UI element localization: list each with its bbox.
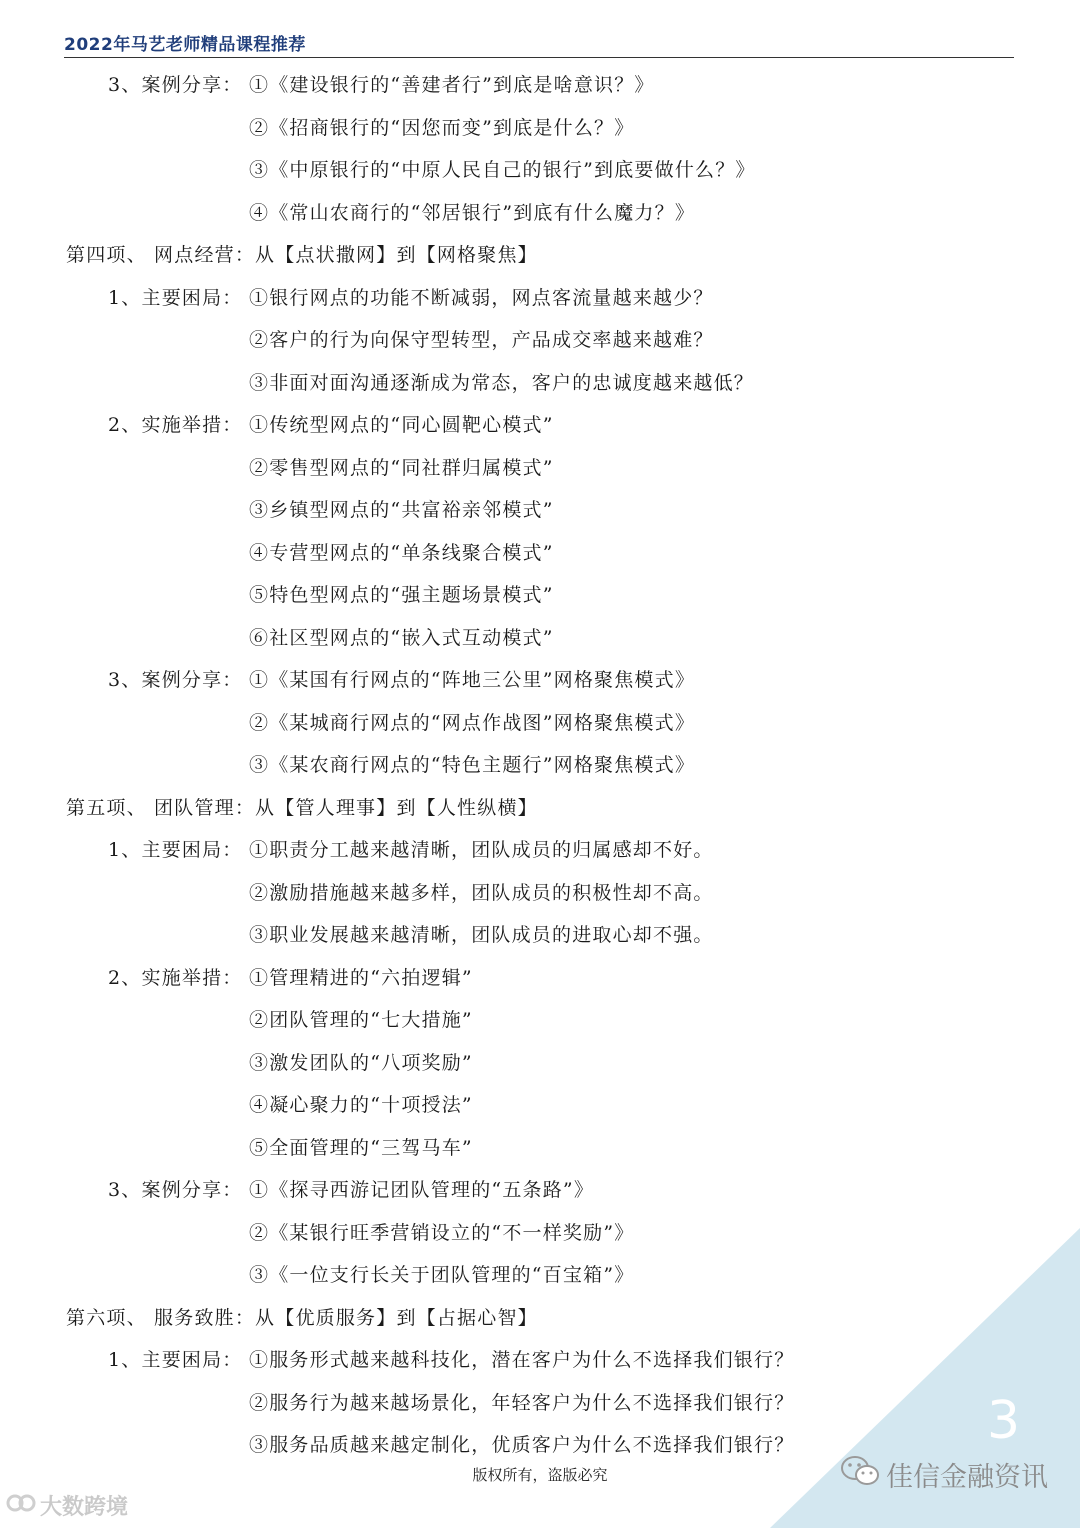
page-number: 3 bbox=[987, 1391, 1021, 1451]
outline-line bbox=[0, 149, 1080, 192]
outline-line bbox=[0, 617, 1080, 660]
item-text: ①银行网点的功能不断减弱，网点客流量越来越少？ bbox=[249, 286, 714, 309]
item-text: ④凝心聚力的“十项授法” bbox=[249, 1094, 473, 1116]
watermark-left bbox=[6, 1490, 128, 1521]
outline-line bbox=[0, 872, 1080, 915]
outline-line bbox=[0, 659, 1080, 702]
outline-line bbox=[0, 362, 1080, 405]
item-text: ④《常山农商行的“邻居银行”到底有什么魔力？》 bbox=[249, 201, 696, 224]
outline-line bbox=[0, 532, 1080, 575]
watermark-left-text: 大数跨境 bbox=[40, 1495, 129, 1520]
item-text: ⑥社区型网点的“嵌入式互动模式” bbox=[249, 626, 554, 649]
item-text: ⑤全面管理的“三驾马车” bbox=[249, 1136, 473, 1159]
outline-line bbox=[0, 489, 1080, 532]
outline-line bbox=[0, 1042, 1080, 1085]
item-text: ①管理精进的“六拍逻辑” bbox=[249, 966, 473, 989]
outline-line bbox=[0, 64, 1080, 107]
item-text: ①《探寻西游记团队管理的“五条路”》 bbox=[249, 1179, 595, 1201]
item-text: ③服务品质越来越定制化，优质客户为什么不选择我们银行？ bbox=[249, 1434, 795, 1456]
item-text: ②激励措施越来越多样，团队成员的积极性却不高。 bbox=[249, 881, 714, 904]
link-icon bbox=[6, 1491, 36, 1521]
outline-line bbox=[0, 319, 1080, 362]
outline-line bbox=[0, 192, 1080, 235]
outline-line bbox=[0, 702, 1080, 745]
section-text: 第五项、 团队管理：从【管人理事】到【人性纵横】 bbox=[66, 796, 538, 819]
watermark-right-text: 佳信金融资讯 bbox=[886, 1462, 1048, 1493]
wechat-icon bbox=[840, 1454, 880, 1495]
section-text: 第六项、 服务致胜：从【优质服务】到【占据心智】 bbox=[66, 1306, 538, 1329]
footer-copyright: 版权所有，盗版必究 bbox=[472, 1466, 608, 1484]
outline-line bbox=[0, 574, 1080, 617]
outline-line bbox=[0, 1127, 1080, 1170]
item-text: ③激发团队的“八项奖励” bbox=[249, 1051, 473, 1074]
item-text: ②团队管理的“七大措施” bbox=[249, 1009, 473, 1031]
section-heading bbox=[0, 234, 1080, 277]
subsection-label: 2、实施举措： bbox=[108, 414, 243, 436]
outline-line bbox=[0, 1169, 1080, 1212]
item-text: ①传统型网点的“同心圆靶心模式” bbox=[249, 414, 554, 436]
outline-line bbox=[0, 744, 1080, 787]
outline-line bbox=[0, 957, 1080, 1000]
subsection-label: 1、主要困局： bbox=[108, 286, 243, 309]
subsection-label: 1、主要困局： bbox=[108, 839, 243, 861]
item-text: ②《某银行旺季营销设立的“不一样奖励”》 bbox=[249, 1221, 635, 1244]
outline-line bbox=[0, 1084, 1080, 1127]
watermark-right bbox=[840, 1454, 1048, 1495]
item-text: ③职业发展越来越清晰，团队成员的进取心却不强。 bbox=[249, 924, 714, 946]
section-heading bbox=[0, 787, 1080, 830]
outline-line bbox=[0, 107, 1080, 150]
outline-line bbox=[0, 404, 1080, 447]
item-text: ②服务行为越来越场景化，年轻客户为什么不选择我们银行？ bbox=[249, 1391, 795, 1414]
item-text: ①《建设银行的“善建者行”到底是啥意识？》 bbox=[249, 74, 655, 96]
outline-line bbox=[0, 277, 1080, 320]
item-text: ③《某农商行网点的“特色主题行”网格聚焦模式》 bbox=[249, 754, 696, 776]
item-text: ⑤特色型网点的“强主题场景模式” bbox=[249, 584, 554, 606]
item-text: ②零售型网点的“同社群归属模式” bbox=[249, 456, 554, 479]
item-text: ①服务形式越来越科技化，潜在客户为什么不选择我们银行？ bbox=[249, 1349, 795, 1371]
subsection-label: 3、案例分享： bbox=[108, 74, 243, 96]
item-text: ②《某城商行网点的“网点作战图”网格聚焦模式》 bbox=[249, 711, 696, 734]
item-text: ①《某国有行网点的“阵地三公里”网格聚焦模式》 bbox=[249, 669, 696, 691]
page-header-title: 2022年马艺老师精品课程推荐 bbox=[64, 35, 306, 55]
item-text: ①职责分工越来越清晰，团队成员的归属感却不好。 bbox=[249, 839, 714, 861]
item-text: ③《中原银行的“中原人民自己的银行”到底要做什么？》 bbox=[249, 159, 756, 181]
item-text: ②客户的行为向保守型转型，产品成交率越来越难？ bbox=[249, 329, 714, 351]
outline-line bbox=[0, 447, 1080, 490]
item-text: ③《一位支行长关于团队管理的“百宝箱”》 bbox=[249, 1264, 635, 1286]
item-text: ③乡镇型网点的“共富裕亲邻模式” bbox=[249, 499, 554, 521]
subsection-label: 3、案例分享： bbox=[108, 669, 243, 691]
outline-line bbox=[0, 829, 1080, 872]
outline-line bbox=[0, 914, 1080, 957]
subsection-label: 2、实施举措： bbox=[108, 966, 243, 989]
item-text: ②《招商银行的“因您而变”到底是什么？》 bbox=[249, 116, 635, 139]
outline-line bbox=[0, 999, 1080, 1042]
item-text: ③非面对面沟通逐渐成为常态，客户的忠诚度越来越低？ bbox=[249, 371, 755, 394]
subsection-label: 3、案例分享： bbox=[108, 1179, 243, 1201]
section-text: 第四项、 网点经营：从【点状撒网】到【网格聚焦】 bbox=[66, 244, 538, 266]
header-rule bbox=[64, 57, 1014, 58]
item-text: ④专营型网点的“单条线聚合模式” bbox=[249, 541, 554, 564]
subsection-label: 1、主要困局： bbox=[108, 1349, 243, 1371]
